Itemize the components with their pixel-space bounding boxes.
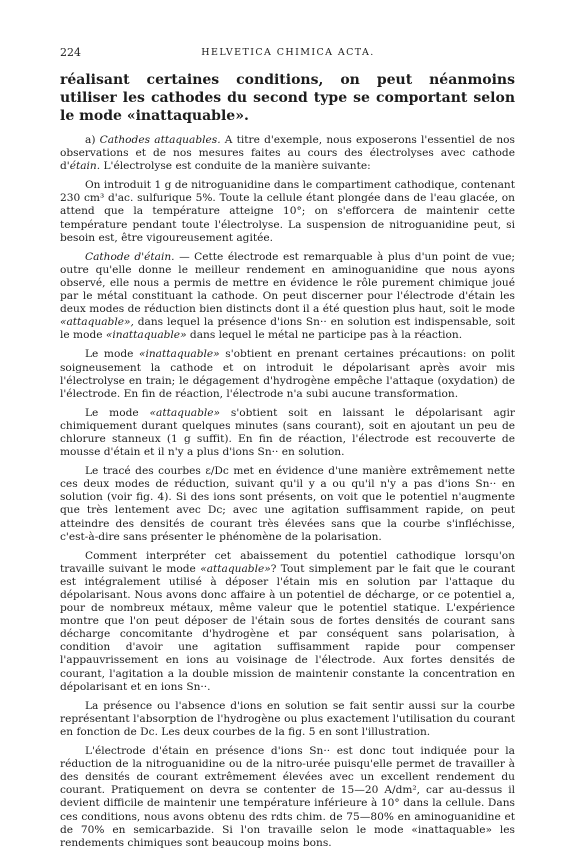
paragraph-text: Le mode [85,406,150,419]
lead-sentence: réalisant certaines conditions, on peut néanmoins utiliser les cathodes du second type se comportant selon le mode «inattaquable». [60,72,515,124]
italic-term: «inattaquable» [105,329,187,342]
paragraph-procedure: On introduit 1 g de nitroguanidine dans le compartiment cathodique, contenant 230 cm³ d'ac. sulfurique 5%. Toute la cellule étant plongée dans de l'eau glacée, on attend que la température atteigne 10°; on s'efforcera de maintenir cette température pendant toute l'électrolyse. La suspension de nitroguanidine peut, si besoin est, être vigoureusement agitée. [60,179,515,244]
paragraph-text: s'obtient en prenant certaines précautions: on polit soigneusement la cathode et on introduit le dépolarisant après avoir mis l'électrolyse en train; le dégagement d'hydrogène empêche l'attaque (oxydation) de l'électrode. En fin de réaction, l'électrode n'a subi aucune transformation. [60,348,515,400]
paragraph-text: s'obtient soit en laissant le dépolarisant agir chimiquement durant quelques minutes (sans courant), soit en ajoutant un peu de chlorure stanneux (1 g suffit). En fin de réaction, l'électrode est recouverte de mousse d'étain et il n'y a plus d'ions Sn·· en solution. [60,406,515,459]
section-heading: Cathodes attaquables. [99,134,221,146]
paragraph-text: A titre d'exemple, nous exposerons l'essentiel de nos observations et de nos mesures faites au cours des électrolyses avec cathode d' [60,134,515,173]
page-header [60,46,516,60]
paragraph-text: Le mode [85,348,139,361]
paragraph-conclusion: L'électrode d'étain en présence d'ions Sn·· est donc tout indiquée pour la réduction de la nitroguanidine ou de la nitro-urée puisqu'elle permet de travailler à des densités de courant extrêmement élevées avec un excellent rendement du courant. Pratiquement on devra se contenter de 15—20 A/dm², car au-dessus il devient difficile de maintenir une température inférieure à 10° dans la cellule. Dans ces conditions, nous avons obtenu des rdts chim. de 75—80% en aminoguanidine et de 70% en semicarbazide. Si l'on travaille selon le mode «inattaquable» les rendements chimiques sont beaucoup moins bons. [60,745,515,849]
italic-term: «attaquable», [60,316,134,329]
paragraph-text: ? Tout simplement par le fait que le courant est intégralement utilisé à déposer l'étain mis en solution par l'attaque du dépolarisant. Nous avons donc affaire à un potentiel de décharge, or ce potentiel a, pour de nombreux métaux, même valeur que le potentiel statique. L'expérience montre que l'on peut déposer de l'étain sous de fortes densités de courant sans décharge concomitante d'hydrogène et par conséquent sans polarisation, à condition d'avoir une agitation suffisamment rapide pour compenser l'appauvrissement en ions au voisinage de l'électrode. Aux fortes densités de courant, l'agitation a la double mission de maintenir constante la concentration en dépolarisant et en ions Sn··. [60,562,515,693]
section-heading: Cathode d'étain. [85,250,175,263]
paragraph-cathodes-attaquables [60,134,515,173]
paragraph-mode-inattaquable [60,348,515,400]
paragraph-mode-attaquable [60,407,515,459]
italic-term: étain. [69,160,101,173]
article-body [60,71,515,856]
paragraph-absorption: La présence ou l'absence d'ions en solution se fait sentir aussi sur la courbe représentant l'absorption de l'hydrogène ou plus exactement l'utilisation du courant en fonction de Dc. Les deux courbes de la fig. 5 en sont l'illustration. [60,699,515,738]
paragraph-text: Comment interpréter cet abaissement du potentiel cathodique lorsqu'on travaille suivant le mode [60,549,515,575]
paragraph-text: dans lequel la présence d'ions Sn·· en solution est indispensable, soit le mode [60,316,515,342]
journal-title: HELVETICA CHIMICA ACTA. [201,47,375,58]
section-prefix: a) [85,134,100,146]
italic-term: «attaquable» [149,406,221,419]
page-number: 224 [60,46,81,59]
italic-term: «attaquable» [200,562,271,575]
paragraph-text: L'électrolyse est conduite de la manière suivante: [100,160,371,173]
paragraph-text: — Cette électrode est remarquable à plus d'un point de vue; outre qu'elle donne le meilleur rendement en aminoguanidine que nous ayons observé, elle nous a permis de mettre en évidence le rôle purement chimique joué par le métal constituant la cathode. On peut discerner pour l'électrode d'étain les deux modes de réduction bien distincts dont il a été question plus haut, soit le mode [60,250,515,316]
paragraph-cathode-etain [60,251,515,343]
paragraph-courbes: Le tracé des courbes ε/Dc met en évidence d'une manière extrêmement nette ces deux modes de réduction, suivant qu'il y a ou qu'il n'y a pas d'ions Sn·· en solution (voir fig. 4). Si des ions sont présents, on voit que le potentiel n'augmente que très lentement avec Dc; avec une agitation suffisamment rapide, on peut atteindre des densités de courant très élevées sans que la courbe s'infléchisse, c'est-à-dire sans présenter le phénomène de la polarisation. [60,465,515,543]
paragraph-text: dans lequel le métal ne participe pas à la réaction. [186,329,463,342]
italic-term: «inattaquable» [138,348,220,361]
paragraph-interpretation [60,550,515,694]
